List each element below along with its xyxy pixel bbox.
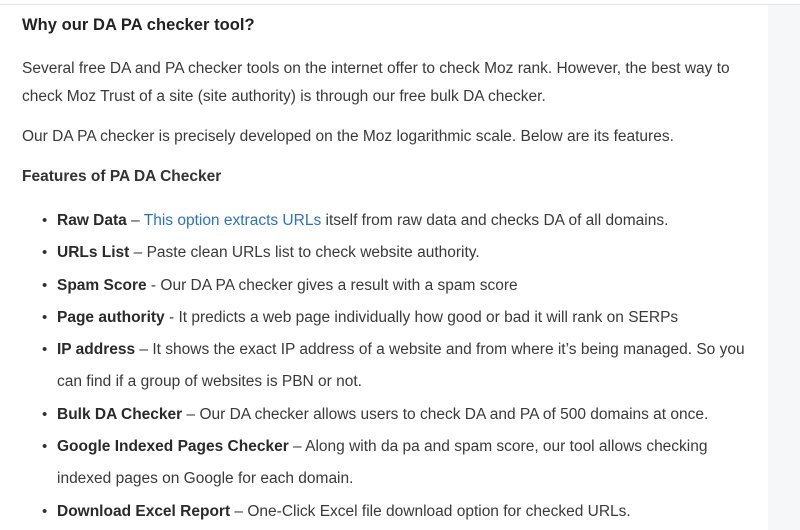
feature-separator: – (126, 212, 144, 229)
features-list (22, 205, 757, 528)
side-gutter (768, 5, 800, 530)
feature-separator: - (146, 276, 161, 294)
feature-title: Page authority (57, 308, 165, 326)
feature-item-bulk-da-checker (22, 399, 757, 431)
feature-description: It predicts a web page individually how good or bad it will rank on SERPs (178, 308, 679, 326)
bullet-icon: • (42, 405, 48, 423)
feature-separator: - (164, 308, 179, 326)
extract-urls-link[interactable]: This option extracts URLs (143, 212, 322, 229)
feature-title: Google Indexed Pages Checker (57, 438, 289, 456)
section-title: Why our DA PA checker tool? (22, 16, 255, 34)
bullet-icon: • (42, 308, 48, 326)
feature-title: URLs List (57, 244, 130, 262)
feature-separator: – (182, 405, 200, 423)
feature-title: Download Excel Report (57, 502, 231, 520)
bullet-icon: • (42, 438, 48, 456)
feature-separator: – (230, 502, 248, 520)
feature-description: Paste clean URLs list to check website authority. (146, 244, 480, 262)
feature-separator: – (135, 341, 153, 359)
feature-title: IP address (57, 341, 136, 359)
feature-description: itself from raw data and checks DA of all domains. (321, 212, 669, 229)
feature-description: Along with da pa and spam score, our tool allows checking indexed pages on Google for each domain. (57, 438, 708, 488)
intro-paragraph: Several free DA and PA checker tools on the internet offer to check Moz rank. However, the best way to check Moz Trust of a site (site authority) is through our free bulk DA checker. (22, 60, 730, 105)
bullet-icon: • (42, 502, 48, 520)
feature-title: Raw Data (57, 212, 127, 229)
feature-description: Our DA PA checker gives a result with a spam score (160, 276, 518, 294)
bullet-icon: • (42, 244, 48, 262)
feature-item-raw-data (22, 205, 757, 237)
bullet-icon: • (42, 212, 48, 229)
feature-item-download-excel (22, 496, 757, 528)
feature-item-google-indexed-pages (22, 431, 757, 496)
feature-title: Spam Score (57, 276, 147, 294)
bullet-icon: • (42, 276, 48, 294)
feature-item-spam-score (22, 270, 757, 302)
feature-separator: – (288, 438, 306, 456)
feature-item-ip-address (22, 334, 757, 399)
features-heading: Features of PA DA Checker (22, 168, 222, 185)
feature-description: Our DA checker allows users to check DA and PA of 500 domains at once. (199, 405, 709, 423)
feature-item-urls-list (22, 237, 757, 269)
feature-item-page-authority (22, 302, 757, 334)
feature-description: One-Click Excel file download option for checked URLs. (247, 502, 631, 520)
feature-description: It shows the exact IP address of a website and from where it’s being managed. So you can find if a group of websites is PBN or not. (57, 341, 745, 391)
bullet-icon: • (42, 341, 48, 359)
article-content (9, 5, 768, 530)
feature-title: Bulk DA Checker (57, 405, 183, 423)
scale-paragraph: Our DA PA checker is precisely developed on the Moz logarithmic scale. Below are its features. (22, 128, 674, 145)
feature-separator: – (129, 244, 147, 262)
